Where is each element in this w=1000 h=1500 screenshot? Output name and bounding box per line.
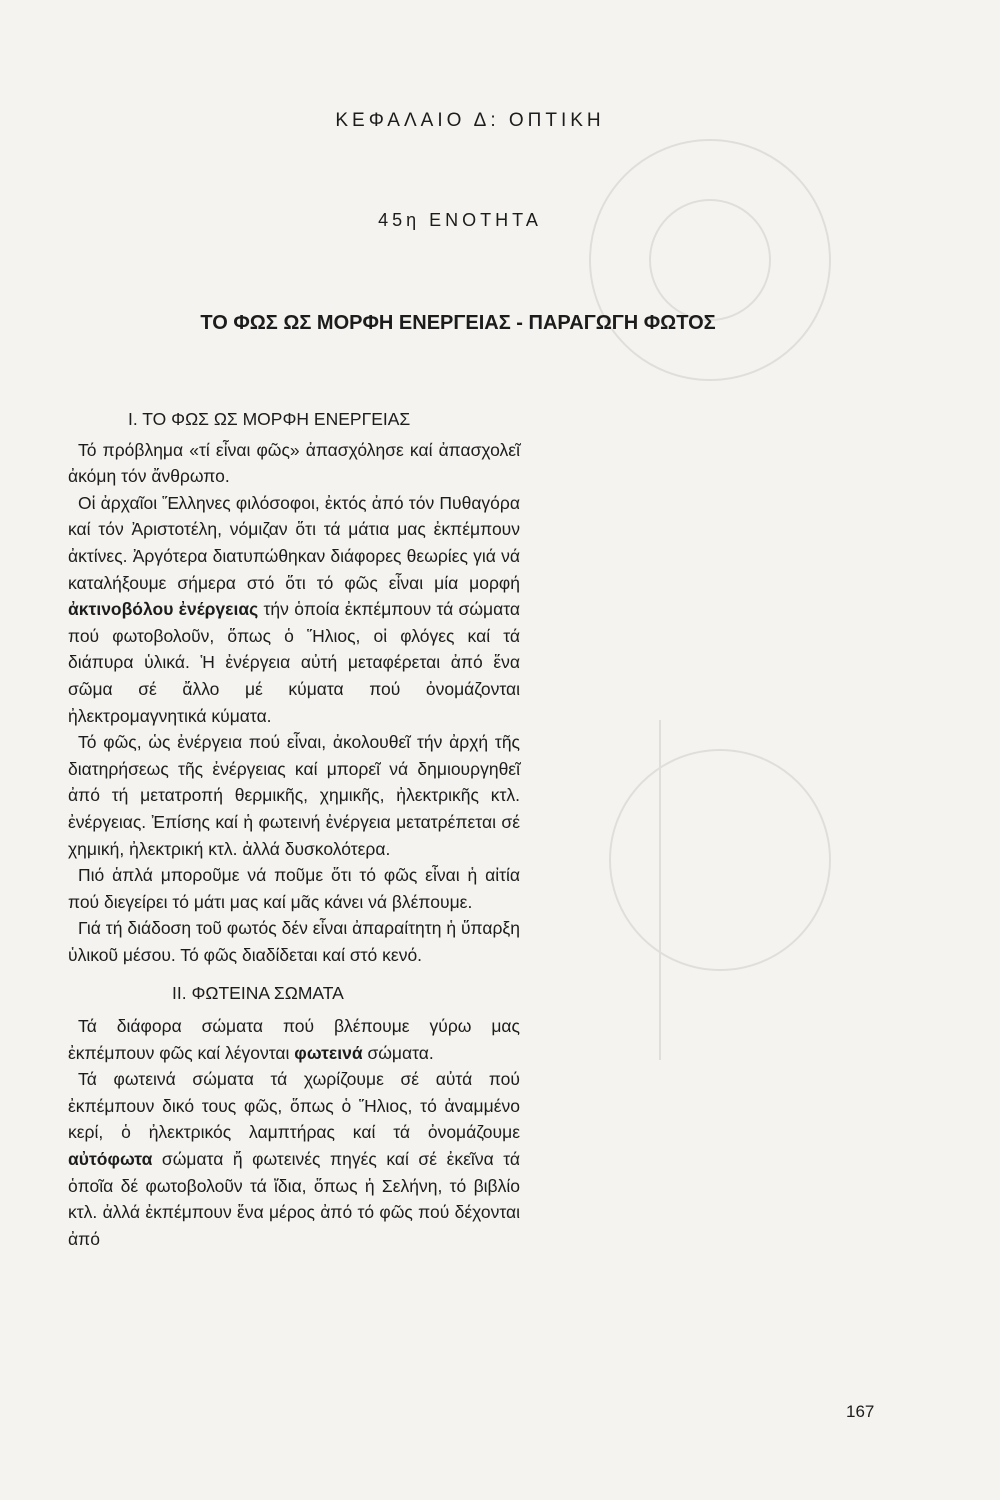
- paragraph-text: Οἱ ἀρχαῖοι Ἕλληνες φιλόσοφοι, ἐκτός ἀπό τόν Πυθαγόρα καί τόν Ἀριστοτέλη, νόμιζαν ὅτι τά μάτια μας ἐκπέμπουν ἀκτίνες. Ἀργότερα διατυπώθηκαν διάφορες θεωρίες γιά νά καταλήξουμε σήμερα στό ὅτι τό φῶς εἶναι μία μορφή: [68, 492, 520, 593]
- paragraph: [68, 490, 520, 729]
- unit-heading: 45η ΕΝΟΤΗΤΑ: [378, 210, 542, 230]
- paragraph-text: Τό πρόβλημα «τί εἶναι φῶς» ἀπασχόλησε καί ἀπασχολεῖ ἀκόμη τόν ἄνθρωπο.: [68, 439, 520, 487]
- bold-term: ἀκτινοβόλου ἐνέργειας: [68, 599, 259, 620]
- paragraph-text: Πιό ἁπλά μποροῦμε νά ποῦμε ὅτι τό φῶς εἶναι ἡ αἰτία πού διεγείρει τό μάτι μας καί μᾶς κάνει νά βλέπουμε.: [68, 865, 520, 912]
- paragraph: [68, 862, 520, 915]
- paragraph: [68, 1066, 520, 1252]
- bold-term: φωτεινά: [294, 1042, 363, 1063]
- paragraph: [68, 729, 520, 862]
- section-heading-luminous-bodies: ΙΙ. ΦΩΤΕΙΝΑ ΣΩΜΑΤΑ: [172, 983, 344, 1004]
- paragraph-text: Τά διάφορα σώματα πού βλέπουμε γύρω μας ἐκπέμπουν φῶς καί λέγονται: [68, 1016, 520, 1063]
- paragraph-text: Γιά τή διάδοση τοῦ φωτός δέν εἶναι ἀπαραίτητη ἡ ὕπαρξη ὑλικοῦ μέσου. Τό φῶς διαδίδεται καί στό κενό.: [68, 918, 520, 965]
- paragraph: [68, 437, 520, 490]
- paragraph-text: Τό φῶς, ὡς ἐνέργεια πού εἶναι, ἀκολουθεῖ τήν ἀρχή τῆς διατηρήσεως τῆς ἐνέργειας καί μπορεῖ νά δημιουργηθεῖ ἀπό τή μετατροπή θερμικῆς, χημικῆς, ἠλεκτρικῆς κτλ. ἐνέργειας. Ἐπίσης καί ἡ φωτεινή ἐνέργεια μετατρέπεται σέ χημική, ἠλεκτρική κτλ. ἀλλά δυσκολότερα.: [68, 732, 520, 859]
- bold-term: αὐτόφωτα: [68, 1149, 153, 1170]
- paragraph-text: σώματα ἤ φωτεινές πηγές καί σέ ἐκεῖνα τά ὁποῖα δέ φωτοβολοῦν τά ἴδια, ὅπως ἡ Σελήνη, τό βιβλίο κτλ. ἀλλά ἐκπέμπουν ἕνα μέρος ἀπό τό φῶς πού δέχονται ἀπό: [68, 1149, 520, 1249]
- paragraph: [68, 915, 520, 968]
- section-heading-energy: Ι. ΤΟ ΦΩΣ ΩΣ ΜΟΡΦΗ ΕΝΕΡΓΕΙΑΣ: [128, 409, 411, 429]
- paragraph: [68, 1013, 520, 1066]
- paragraph-text: τήν ὁποία ἐκπέμπουν τά σώματα πού φωτοβολοῦν, ὅπως ὁ Ἥλιος, οἱ φλόγες καί τά διάπυρα ὑλικά. Ἡ ἐνέργεια αὐτή μεταφέρεται ἀπό ἕνα σῶμα σέ ἄλλο μέ κύματα πού ὀνομάζονται ἠλεκτρομαγνητικά κύματα.: [68, 599, 520, 726]
- chapter-heading: ΚΕΦΑΛΑΙΟ Δ: ΟΠΤΙΚΗ: [335, 110, 605, 131]
- page-title: ΤΟ ΦΩΣ ΩΣ ΜΟΡΦΗ ΕΝΕΡΓΕΙΑΣ - ΠΑΡΑΓΩΓΗ ΦΩΤΟΣ: [200, 312, 716, 334]
- paragraph-text: Τά φωτεινά σώματα τά χωρίζουμε σέ αὐτά πού ἐκπέμπουν δικό τους φῶς, ὅπως ὁ Ἥλιος, τό ἀναμμένο κερί, ὁ ἠλεκτρικός λαμπτήρας καί τά ὀνομάζουμε: [68, 1069, 520, 1143]
- page-number: 167: [846, 1402, 875, 1421]
- paragraph-text: σώματα.: [367, 1042, 434, 1063]
- body-text-column: [68, 406, 520, 1252]
- show-through-artifact: [560, 100, 980, 1200]
